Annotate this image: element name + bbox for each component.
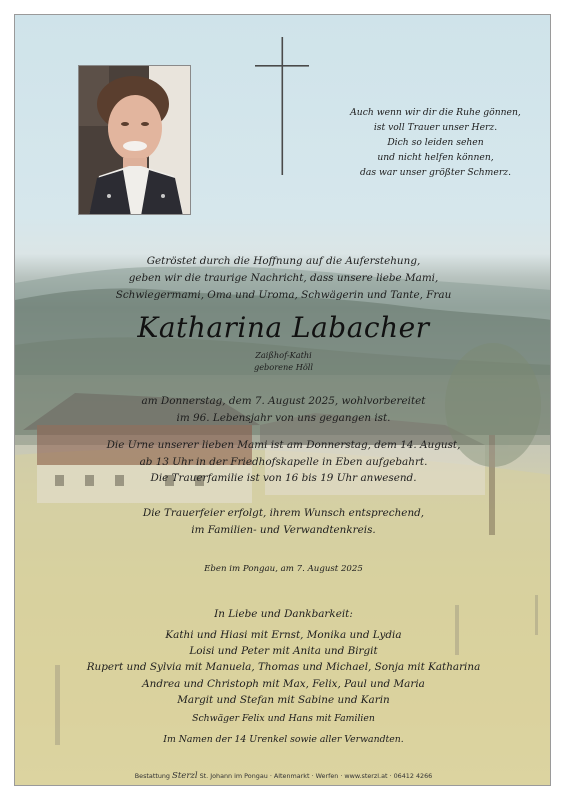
poem-line: das war unser größter Schmerz. bbox=[360, 167, 511, 178]
poem-line: ist voll Trauer unser Herz. bbox=[373, 122, 498, 133]
mourner-line: Andrea und Christoph mit Max, Felix, Paul und Maria bbox=[142, 677, 425, 690]
footer-brand-logo: Sterzl bbox=[172, 771, 198, 781]
cross-icon bbox=[253, 37, 313, 175]
funeral-home-footer bbox=[35, 771, 532, 781]
service-notice-line: im Familien- und Verwandtenkreis. bbox=[191, 523, 376, 536]
mourners-list bbox=[35, 627, 532, 708]
urn-notice-line: Die Trauerfamilie ist von 16 bis 19 Uhr anwesend. bbox=[150, 472, 417, 484]
death-notice bbox=[35, 393, 532, 426]
portrait-photo bbox=[78, 65, 191, 215]
announcement-line: geben wir die traurige Nachricht, dass unsere liebe Mami, bbox=[128, 272, 439, 284]
poem-line: Dich so leiden sehen bbox=[387, 137, 484, 148]
poem-line: Auch wenn wir dir die Ruhe gönnen, bbox=[350, 107, 521, 118]
urn-notice-line: Die Urne unserer lieben Mami ist am Donnerstag, dem 14. August, bbox=[106, 439, 461, 451]
urn-notice-line: ab 13 Uhr in der Friedhofskapelle in Eben aufgebahrt. bbox=[139, 455, 428, 468]
mourner-line: Kathi und Hiasi mit Ernst, Monika und Lydia bbox=[165, 629, 402, 641]
mourner-line: Rupert und Sylvia mit Manuela, Thomas und Michael, Sonja mit Katharina bbox=[86, 661, 481, 674]
poem-line: und nicht helfen können, bbox=[377, 152, 494, 163]
announcement-line: Schwiegermami, Oma und Uroma, Schwägerin und Tante, Frau bbox=[115, 289, 452, 301]
in-laws-line: Schwäger Felix und Hans mit Familien bbox=[192, 713, 375, 724]
deceased-nickname: Zaißhof-Kathi bbox=[255, 350, 312, 360]
memorial-poem bbox=[333, 105, 538, 180]
thanks-heading: In Liebe und Dankbarkeit: bbox=[214, 608, 353, 620]
announcement-line: Getröstet durch die Hoffnung auf die Auferstehung, bbox=[146, 255, 421, 267]
place-and-date: Eben im Pongau, am 7. August 2025 bbox=[204, 564, 363, 574]
mourner-line: Loisi und Peter mit Anita und Birgit bbox=[189, 645, 378, 658]
death-notice-line: im 96. Lebensjahr von uns gegangen ist. bbox=[176, 411, 391, 424]
footer-contact: St. Johann im Pongau · Altenmarkt · Werfen · www.sterzl.at · 06412 4266 bbox=[199, 772, 433, 780]
deceased-birth-name: geborene Höll bbox=[253, 362, 314, 372]
deceased-name: Katharina Labacher bbox=[137, 311, 430, 344]
mourner-line: Margit und Stefan mit Sabine und Karin bbox=[177, 693, 390, 706]
footer-prefix: Bestattung bbox=[134, 772, 170, 780]
portrait-image bbox=[79, 66, 191, 215]
closing-line: Im Namen der 14 Urenkel sowie aller Verwandten. bbox=[163, 734, 404, 745]
parte-card bbox=[14, 14, 551, 786]
announcement-text bbox=[35, 253, 532, 304]
urn-notice bbox=[35, 437, 532, 487]
service-notice-line: Die Trauerfeier erfolgt, ihrem Wunsch entsprechend, bbox=[142, 507, 425, 519]
service-notice bbox=[35, 505, 532, 538]
death-notice-line: am Donnerstag, dem 7. August 2025, wohlvorbereitet bbox=[141, 395, 426, 407]
